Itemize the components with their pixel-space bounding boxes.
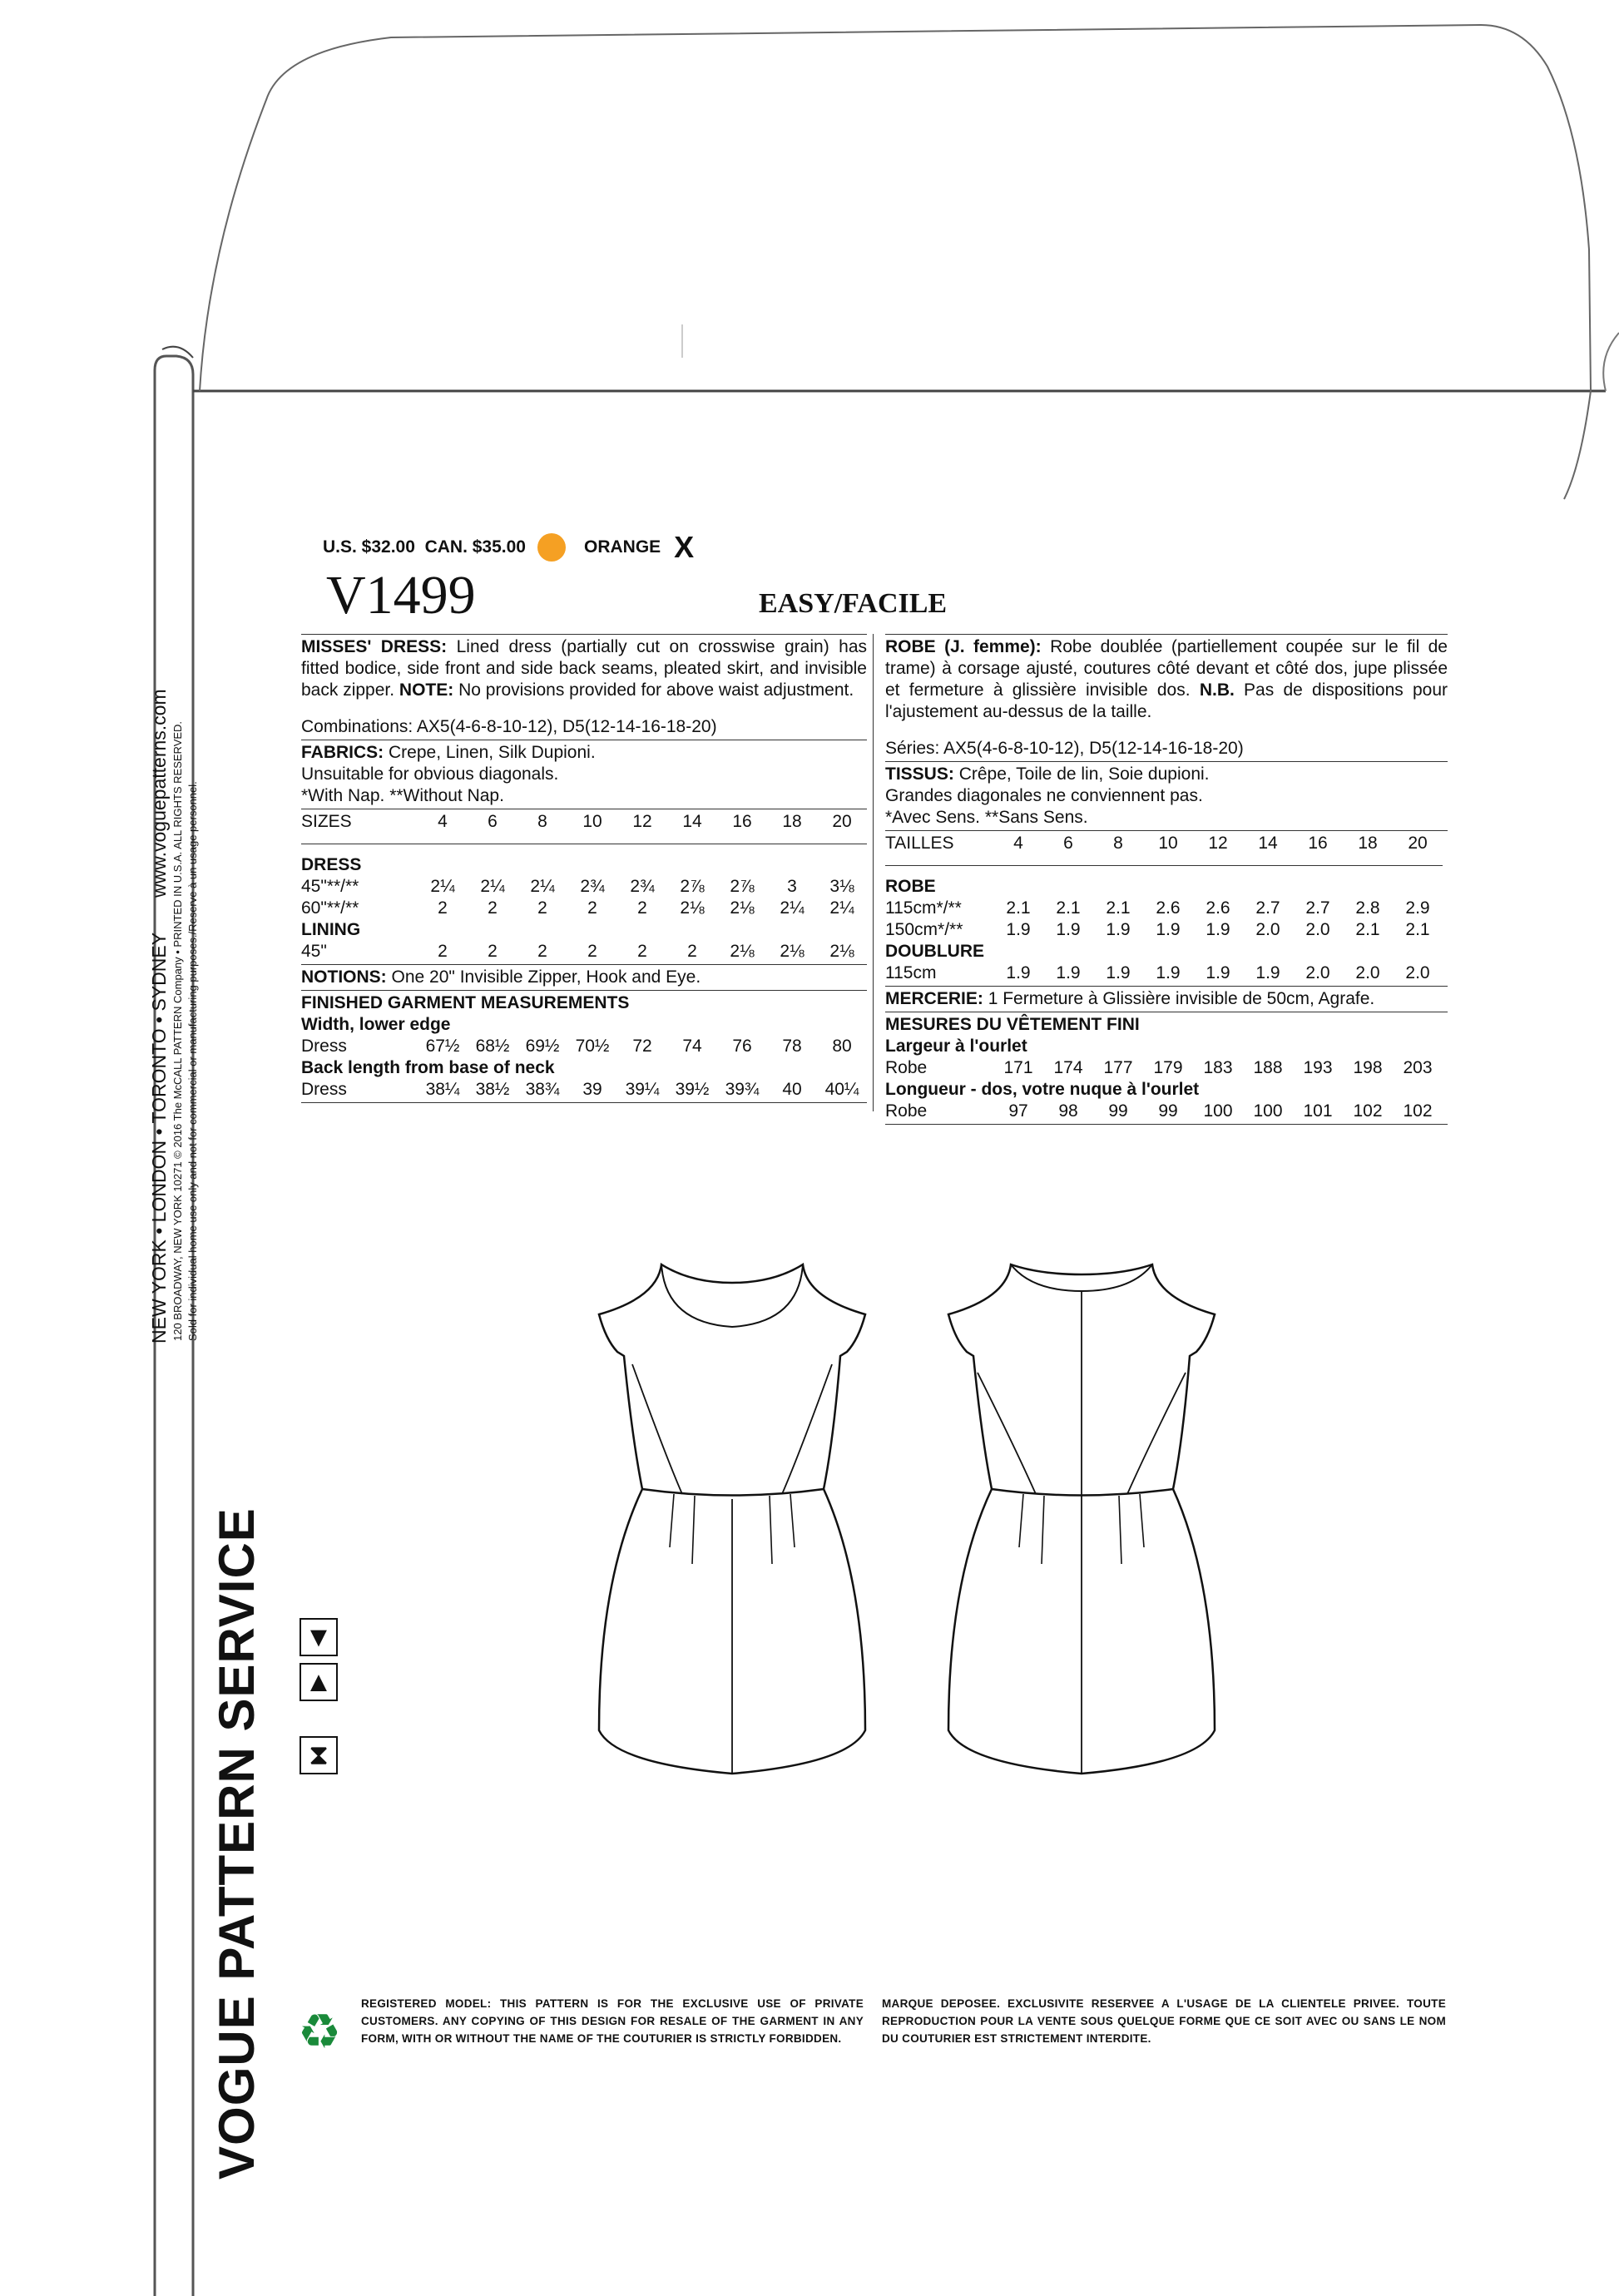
length-table-en: Dress 38¼ 38½ 38¾ 39 39¼ 39½ 39¾ 40 40¼ [301, 1079, 867, 1101]
table-cell: 2.1 [1405, 920, 1430, 939]
legal-notice-en: REGISTERED MODEL: THIS PATTERN IS FOR THE EXCLUSIVE USE OF PRIVATE CUSTOMERS. ANY COPYING OF THIS DESIGN FOR RESALE OF THE GARMENT IN ANY FORM, WITH OR WITHOUT THE NAME OF THE COUTURIER IS STRICTLY FORBIDDEN. [361, 1997, 864, 2045]
table-cell: 69½ [525, 1037, 560, 1056]
table-cell: 2 [488, 942, 498, 961]
table-cell: 2⅛ [730, 898, 755, 918]
table-cell: 74 [682, 1037, 702, 1056]
table-cell: 14 [682, 812, 702, 831]
table-cell: 2 [637, 942, 647, 961]
table-cell: 70½ [575, 1037, 610, 1056]
dress-60-row: 60"**/** 2 2 2 2 2 2⅛ 2⅛ 2¼ 2¼ [301, 898, 867, 919]
table-cell: 80 [832, 1037, 852, 1056]
table-cell: 1.9 [1056, 963, 1081, 982]
table-cell: 2.1 [1056, 898, 1081, 918]
table-cell: 98 [1058, 1101, 1078, 1121]
table-cell: 102 [1353, 1101, 1383, 1121]
width-label-fr: Largeur à l'ourlet [885, 1037, 1027, 1056]
table-cell: 4 [1013, 834, 1023, 853]
width-table-en: Dress 67½ 68½ 69½ 70½ 72 74 76 78 80 [301, 1036, 867, 1057]
table-cell: 18 [1358, 834, 1378, 853]
table-cell: 2⅞ [680, 877, 705, 896]
column-divider [873, 634, 874, 1111]
table-cell: 14 [1258, 834, 1278, 853]
top-rule [885, 634, 1448, 635]
table-cell: 3 [787, 877, 797, 896]
table-cell: 2 [438, 942, 448, 961]
tailles-row: TAILLES 4 6 8 10 12 14 16 18 20 [885, 833, 1443, 854]
table-cell: 38½ [475, 1080, 510, 1099]
width-table-fr: Robe 171 174 177 179 183 188 193 198 203 [885, 1057, 1443, 1079]
dress-front-drawing [599, 1264, 865, 1774]
doublure-115-row: 115cm 1.9 1.9 1.9 1.9 1.9 1.9 2.0 2.0 2.0 [885, 962, 1443, 984]
table-cell: 2.7 [1255, 898, 1280, 918]
table-cell: 72 [632, 1037, 652, 1056]
cities-text: NEW YORK • LONDON • TORONTO • SYDNEY [148, 932, 170, 1343]
table-cell: 1.9 [1006, 920, 1031, 939]
table-cell: 1.9 [1156, 920, 1181, 939]
recycle-icon: ♻ [298, 2005, 341, 2059]
table-cell: 12 [632, 812, 652, 831]
table-cell: 2.1 [1006, 898, 1031, 918]
finished-title-fr: MESURES DU VÊTEMENT FINI [885, 1015, 1140, 1034]
table-cell: 2 [687, 942, 697, 961]
table-cell: 1.9 [1106, 963, 1131, 982]
table-cell: 174 [1053, 1058, 1083, 1077]
website-link[interactable]: www.voguepatterns.com [148, 689, 170, 898]
nap-note: *With Nap. **Without Nap. [301, 786, 504, 805]
table-cell: 2 [488, 898, 498, 918]
top-rule [301, 634, 867, 635]
table-cell: 193 [1303, 1058, 1333, 1077]
table-cell: 171 [1003, 1058, 1033, 1077]
style-number: V1499 [326, 565, 476, 626]
table-cell: 2⅛ [780, 942, 805, 961]
table-cell: 99 [1108, 1101, 1128, 1121]
rule [885, 1124, 1448, 1125]
french-description: ROBE (J. femme): Robe doublée (partiellement coupée sur le fil de trame) à corsage ajusté, coutures côté devant et côté dos, jupe plissée et fermeture à glissière invisible dos. N.B. Pas de dispositions pour l'ajustement au-dessus de la taille. [885, 637, 1448, 721]
combinations: Combinations: AX5(4-6-8-10-12), D5(12-14-16-18-20) [301, 717, 717, 736]
table-cell: 78 [782, 1037, 802, 1056]
table-cell: 12 [1208, 834, 1228, 853]
table-cell: 4 [438, 812, 448, 831]
table-cell: 1.9 [1056, 920, 1081, 939]
table-cell: 1.9 [1206, 963, 1230, 982]
table-cell: 3⅛ [829, 877, 854, 896]
table-cell: 2.0 [1305, 920, 1330, 939]
brand-usage: Sold for individual home use only and not for commercial or manufacturing purposes./Reserve à un usage personnel. [186, 781, 199, 1341]
table-cell: 2¾ [630, 877, 655, 896]
table-cell: 97 [1008, 1101, 1028, 1121]
table-cell: 20 [832, 812, 852, 831]
table-cell: 2¼ [430, 877, 455, 896]
table-cell: 2⅛ [829, 942, 854, 961]
table-cell: 18 [782, 812, 802, 831]
length-label: Back length from base of neck [301, 1058, 555, 1077]
down-triangle-icon: ▼ [300, 1618, 338, 1656]
table-cell: 2.9 [1405, 898, 1430, 918]
table-cell: 2⅛ [730, 942, 755, 961]
hourglass-icon: ⧗ [300, 1736, 338, 1774]
table-cell: 38¾ [525, 1080, 560, 1099]
table-cell: 102 [1403, 1101, 1433, 1121]
table-cell: 1.9 [1106, 920, 1131, 939]
up-triangle-icon: ▲ [300, 1663, 338, 1701]
table-cell: 2 [637, 898, 647, 918]
table-cell: 2.0 [1355, 963, 1380, 982]
table-cell: 100 [1203, 1101, 1233, 1121]
difficulty-label: EASY/FACILE [759, 588, 948, 619]
brand-name: VOGUE PATTERN SERVICE [209, 1507, 265, 2180]
unsuitable-note: Unsuitable for obvious diagonals. [301, 765, 559, 784]
table-cell: 10 [1158, 834, 1178, 853]
rule [301, 990, 867, 991]
table-cell: 39 [582, 1080, 602, 1099]
table-cell: 1.9 [1006, 963, 1031, 982]
table-cell: 99 [1158, 1101, 1178, 1121]
table-cell: 2¼ [530, 877, 555, 896]
table-cell: 177 [1103, 1058, 1133, 1077]
width-label: Width, lower edge [301, 1015, 451, 1034]
table-cell: 2¼ [829, 898, 854, 918]
table-cell: 76 [732, 1037, 752, 1056]
brand-address: 120 BROADWAY, NEW YORK 10271 © 2016 The McCALL PATTERN Company • PRINTED IN U.S.A. ALL RIGHTS RESERVED. [171, 720, 184, 1341]
table-cell: 39¾ [725, 1080, 760, 1099]
color-mark: X [674, 530, 695, 564]
table-cell: 8 [1113, 834, 1123, 853]
table-cell: 2¾ [580, 877, 605, 896]
table-cell: 1.9 [1255, 963, 1280, 982]
lining-45-row: 45" 2 2 2 2 2 2 2⅛ 2⅛ 2⅛ [301, 941, 867, 962]
dress-back-drawing [948, 1264, 1215, 1774]
table-cell: 2.6 [1156, 898, 1181, 918]
table-cell: 2.1 [1355, 920, 1380, 939]
orange-dot-icon [537, 533, 566, 562]
table-cell: 2¼ [780, 898, 805, 918]
table-cell: 101 [1303, 1101, 1333, 1121]
dress-45-row: 45"**/** 2¼ 2¼ 2¼ 2¾ 2¾ 2⅞ 2⅞ 3 3⅛ [301, 876, 867, 898]
color-label: ORANGE [583, 537, 661, 557]
table-cell: 16 [1308, 834, 1328, 853]
notions: NOTIONS: One 20" Invisible Zipper, Hook and Eye. [301, 967, 701, 987]
table-cell: 183 [1203, 1058, 1233, 1077]
table-cell: 203 [1403, 1058, 1433, 1077]
length-label-fr: Longueur - dos, votre nuque à l'ourlet [885, 1080, 1200, 1099]
rule [885, 761, 1448, 762]
rule [885, 830, 1448, 831]
table-cell: 6 [1063, 834, 1073, 853]
table-cell: 198 [1353, 1058, 1383, 1077]
brand-cities [148, 689, 171, 1343]
french-column [885, 632, 1448, 1126]
table-cell: 2¼ [480, 877, 505, 896]
table-cell: 38¼ [425, 1080, 460, 1099]
table-cell: 179 [1153, 1058, 1183, 1077]
table-cell: 6 [488, 812, 498, 831]
table-cell: 2.0 [1255, 920, 1280, 939]
price-can: CAN. $35.00 [424, 537, 526, 557]
rule [301, 964, 867, 965]
table-cell: 2.0 [1305, 963, 1330, 982]
robe-115-row: 115cm*/** 2.1 2.1 2.1 2.6 2.6 2.7 2.7 2.8 2.9 [885, 898, 1443, 919]
table-cell: 2 [587, 942, 597, 961]
price-line [323, 532, 694, 562]
series: Séries: AX5(4-6-8-10-12), D5(12-14-16-18-20) [885, 739, 1244, 758]
table-cell: 2.0 [1405, 963, 1430, 982]
table-cell: 2 [537, 942, 547, 961]
table-cell: 2 [587, 898, 597, 918]
table-cell: 16 [732, 812, 752, 831]
yardage-table-fr: TAILLES 4 6 8 10 12 14 16 18 20 ROBE 115cm*/** 2.1 2.1 2.1 2.6 2.6 2.7 2.7 2.8 2.9 150cm*/** 1.9 1.9 1.9 1.9 1.9 2.0 2.0 2.1 2.1 DOUBLURE 115cm 1.9 1.9 1.9 1.9 1.9 1.9 2.0 2.0 2.0 [885, 833, 1443, 984]
finished-title: FINISHED GARMENT MEASUREMENTS [301, 993, 630, 1012]
price-us: U.S. $32.00 [323, 537, 415, 557]
table-cell: 2.6 [1206, 898, 1230, 918]
tissus: TISSUS: Crêpe, Toile de lin, Soie dupioni. [885, 765, 1210, 784]
rule [885, 986, 1448, 987]
difficulty-markings [300, 1618, 341, 1781]
table-cell: 100 [1253, 1101, 1283, 1121]
english-column [301, 632, 867, 1105]
length-table-fr: Robe 97 98 99 99 100 100 101 102 102 [885, 1101, 1443, 1122]
table-cell: 40 [782, 1080, 802, 1099]
table-cell: 8 [537, 812, 547, 831]
table-cell: 67½ [425, 1037, 460, 1056]
table-cell: 188 [1253, 1058, 1283, 1077]
mercerie: MERCERIE: 1 Fermeture à Glissière invisible de 50cm, Agrafe. [885, 989, 1375, 1008]
table-cell: 10 [582, 812, 602, 831]
table-cell: 39½ [675, 1080, 710, 1099]
table-cell: 68½ [475, 1037, 510, 1056]
fabrics: FABRICS: Crepe, Linen, Silk Dupioni. [301, 743, 596, 762]
table-cell: 2⅞ [730, 877, 755, 896]
table-cell: 2⅛ [680, 898, 705, 918]
robe-150-row: 150cm*/** 1.9 1.9 1.9 1.9 1.9 2.0 2.0 2.1 2.1 [885, 919, 1443, 941]
table-cell: 2 [537, 898, 547, 918]
garment-drawings [582, 1248, 1456, 1814]
table-cell: 39¼ [625, 1080, 660, 1099]
rule [301, 1102, 867, 1103]
table-cell: 2 [438, 898, 448, 918]
sizes-row: SIZES 4 6 8 10 12 14 16 18 20 [301, 811, 867, 833]
unsuitable-note-fr: Grandes diagonales ne conviennent pas. [885, 786, 1203, 805]
nap-note-fr: *Avec Sens. **Sans Sens. [885, 808, 1088, 827]
legal-notice-fr: MARQUE DEPOSEE. EXCLUSIVITE RESERVEE A L'USAGE DE LA CLIENTELE PRIVEE. TOUTE REPRODUCTION POUR LA VENTE SOUS QUELQUE FORME QUE CE SOIT AVEC OU SANS LE NOM DU COUTURIER EST STRICTEMENT INTERDITE. [882, 1997, 1446, 2045]
table-cell: 1.9 [1206, 920, 1230, 939]
english-description: MISSES' DRESS: Lined dress (partially cut on crosswise grain) has fitted bodice, side front and side back seams, pleated skirt, and invisible back zipper. NOTE: No provisions provided for above waist adjustment. [301, 637, 867, 700]
table-cell: 1.9 [1156, 963, 1181, 982]
table-cell: 2.1 [1106, 898, 1131, 918]
yardage-table-en: SIZES 4 6 8 10 12 14 16 18 20 DRESS 45"**/** 2¼ 2¼ 2¼ 2¾ 2¾ 2⅞ 2⅞ 3 3⅛ 60"**/** 2 2 2 2 2 2⅛ 2⅛ 2¼ 2¼ LINING 45" 2 2 2 2 2 2 2⅛ 2⅛ 2⅛ [301, 811, 867, 962]
table-cell: 2.8 [1355, 898, 1380, 918]
table-cell: 40¼ [824, 1080, 859, 1099]
table-cell: 20 [1408, 834, 1428, 853]
table-cell: 2.7 [1305, 898, 1330, 918]
